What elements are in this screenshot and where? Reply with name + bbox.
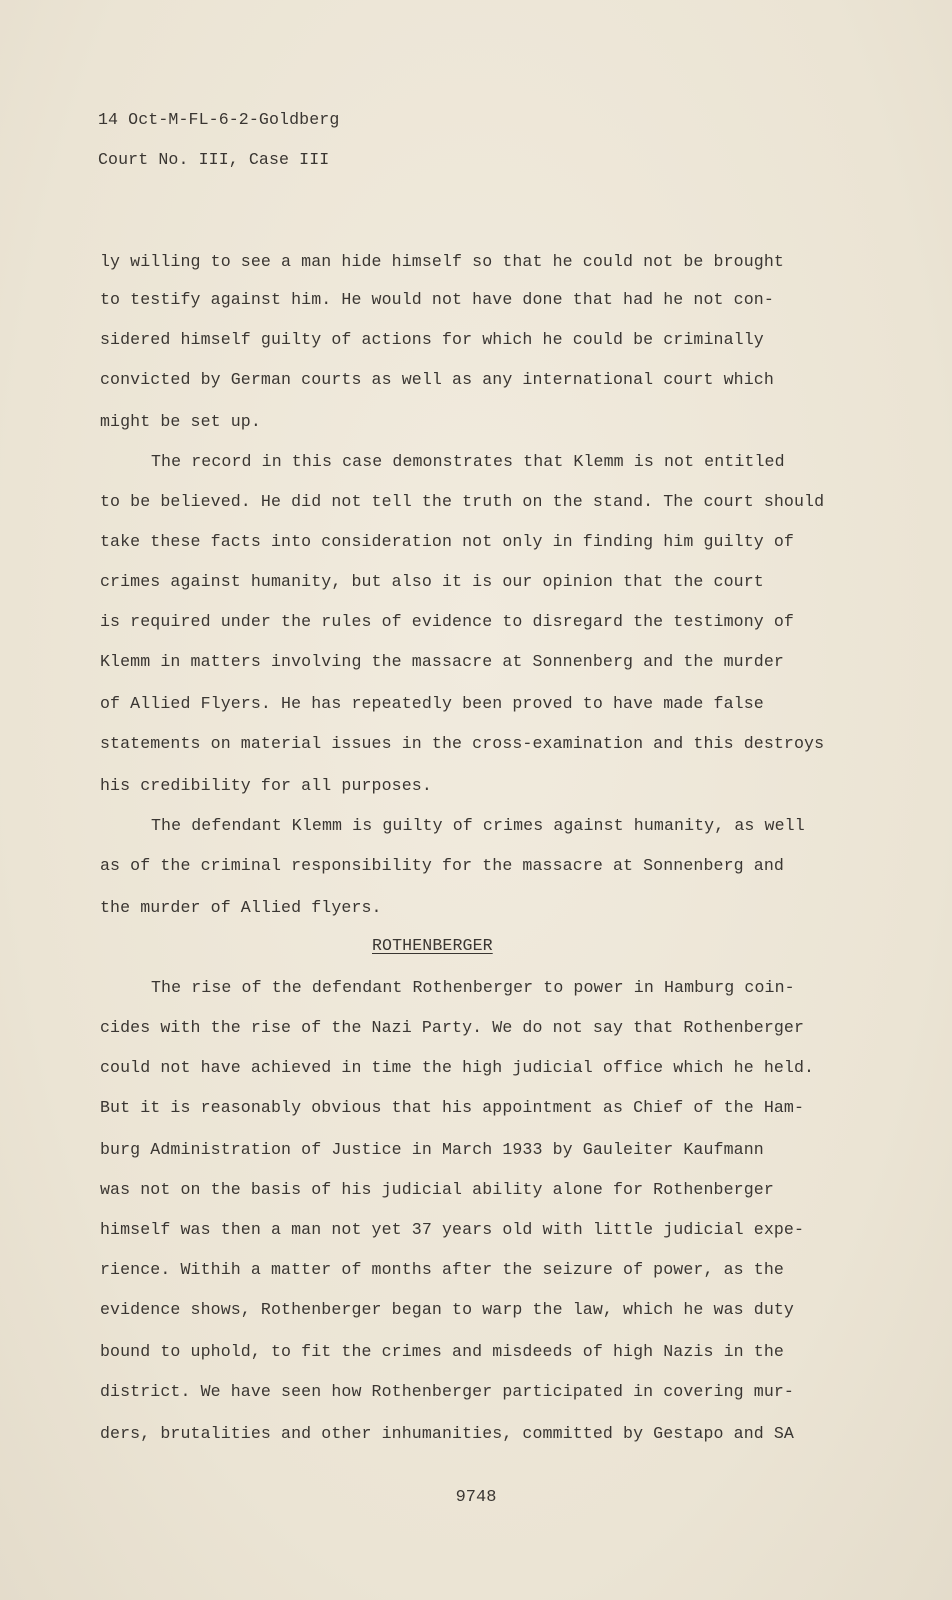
text-line: statements on material issues in the cross-examination and this destroys xyxy=(100,734,825,753)
text-line: crimes against humanity, but also it is our opinion that the court xyxy=(100,572,764,591)
text-line: is required under the rules of evidence to disregard the testimony of xyxy=(100,612,794,631)
text-line: convicted by German courts as well as any international court which xyxy=(100,370,774,389)
header-court: Court No. III, Case III xyxy=(98,150,330,169)
text-line: evidence shows, Rothenberger began to warp the law, which he was duty xyxy=(100,1300,794,1319)
text-line: district. We have seen how Rothenberger participated in covering mur- xyxy=(100,1382,794,1401)
text-line: himself was then a man not yet 37 years old with little judicial expe- xyxy=(100,1220,805,1239)
text-line: to be believed. He did not tell the truth on the stand. The court should xyxy=(100,492,825,511)
text-line: Klemm in matters involving the massacre at Sonnenberg and the murder xyxy=(100,652,784,671)
page-number: 9748 xyxy=(455,1488,497,1507)
text-line: to testify against him. He would not have done that had he not con- xyxy=(100,290,774,309)
text-line: rience. Withih a matter of months after the seizure of power, as the xyxy=(100,1260,784,1279)
text-line: The defendant Klemm is guilty of crimes against humanity, as well xyxy=(151,816,805,835)
text-line: bound to uphold, to fit the crimes and misdeeds of high Nazis in the xyxy=(100,1342,784,1361)
section-heading: ROTHENBERGER xyxy=(372,936,493,955)
text-line: sidered himself guilty of actions for which he could be criminally xyxy=(100,330,764,349)
text-line: was not on the basis of his judicial ability alone for Rothenberger xyxy=(100,1180,774,1199)
text-line: cides with the rise of the Nazi Party. We do not say that Rothenberger xyxy=(100,1018,805,1037)
text-line: But it is reasonably obvious that his appointment as Chief of the Ham- xyxy=(100,1098,805,1117)
header-reference: 14 Oct-M-FL-6-2-Goldberg xyxy=(98,110,340,129)
text-line: ders, brutalities and other inhumanities, committed by Gestapo and SA xyxy=(100,1424,794,1443)
text-line: take these facts into consideration not only in finding him guilty of xyxy=(100,532,794,551)
text-line: the murder of Allied flyers. xyxy=(100,898,382,917)
text-line: The record in this case demonstrates that Klemm is not entitled xyxy=(151,452,785,471)
text-line: The rise of the defendant Rothenberger to power in Hamburg coin- xyxy=(151,978,795,997)
text-line: could not have achieved in time the high judicial office which he held. xyxy=(100,1058,815,1077)
text-line: his credibility for all purposes. xyxy=(100,776,432,795)
text-line: as of the criminal responsibility for the massacre at Sonnenberg and xyxy=(100,856,784,875)
text-line: might be set up. xyxy=(100,412,261,431)
text-line: burg Administration of Justice in March 1933 by Gauleiter Kaufmann xyxy=(100,1140,764,1159)
text-line: ly willing to see a man hide himself so that he could not be brought xyxy=(100,252,784,271)
text-line: of Allied Flyers. He has repeatedly been proved to have made false xyxy=(100,694,764,713)
